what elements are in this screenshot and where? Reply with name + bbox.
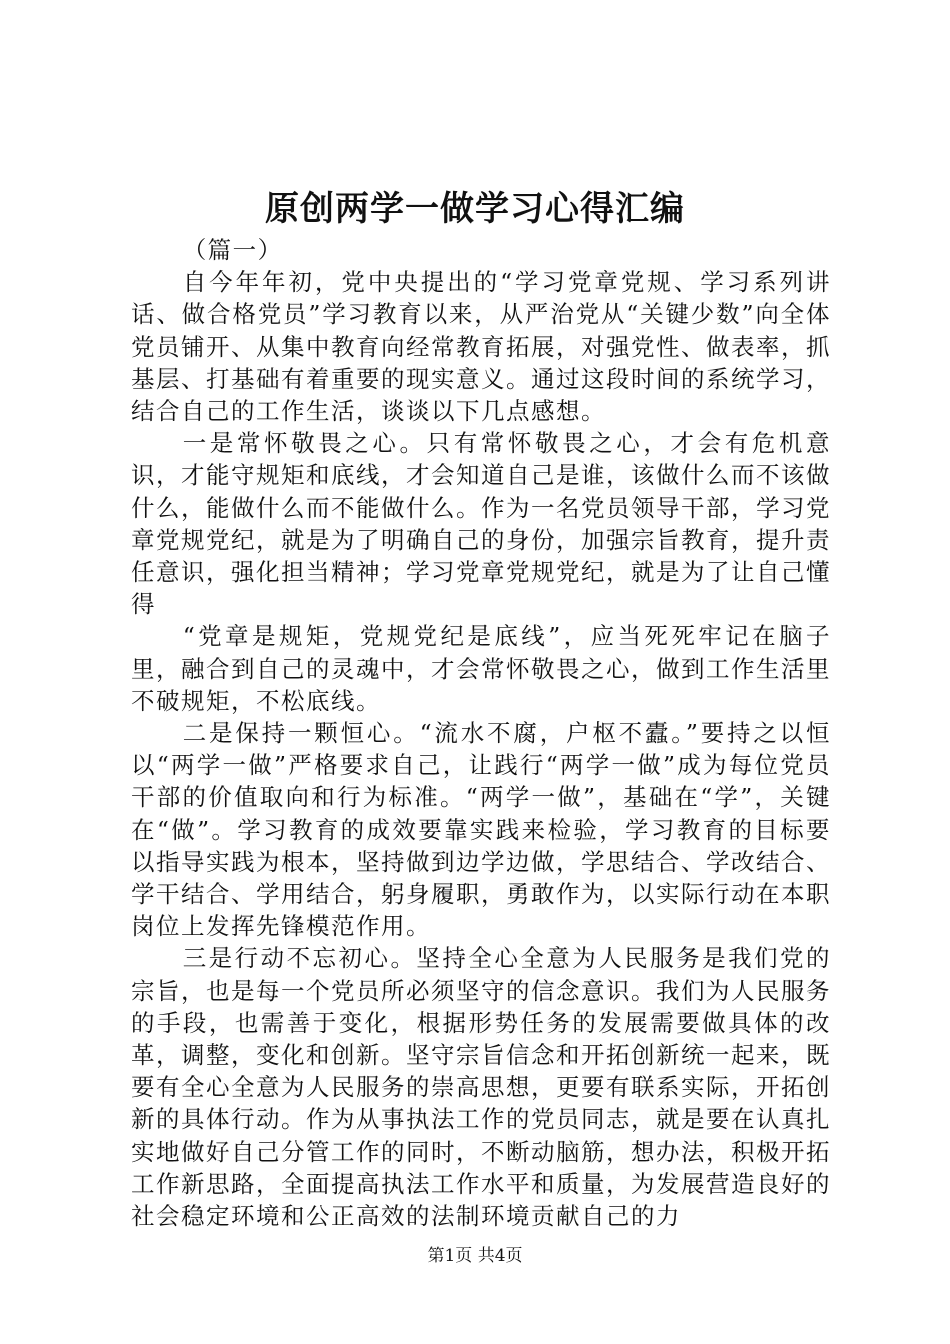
paragraph-point-two: 二是保持一颗恒心。“流水不腐，户枢不蠹。”要持之以恒以“两学一做”严格要求自己，让践行“两学一做”成为每位党员干部的价值取向和行为标准。“两学一做”，基础在“学”，关键在“做”。学习教育的成效要靠实践来检验，学习教育的目标要以指导实践为根本，坚持做到边学边做，学思结合、学改结合、学干结合、学用结合，躬身履职，勇敢作为，以实际行动在本职岗位上发挥先锋模范作用。 [131,719,831,941]
document-body [131,234,831,1232]
paragraph-point-one: 一是常怀敬畏之心。只有常怀敬畏之心，才会有危机意识，才能守规矩和底线，才会知道自己是谁，该做什么而不该做什么，能做什么而不能做什么。作为一名党员领导干部，学习党章党规党纪，就是为了明确自己的身份，加强宗旨教育，提升责任意识，强化担当精神；学习党章党规党纪，就是为了让自己懂得 [131,429,831,619]
paragraph-point-three: 三是行动不忘初心。坚持全心全意为人民服务是我们党的宗旨，也是每一个党员所必须坚守的信念意识。我们为人民服务的手段，也需善于变化，根据形势任务的发展需要做具体的改革，调整，变化和创新。坚守宗旨信念和开拓创新统一起来，既要有全心全意为人民服务的崇高思想，更要有联系实际，开拓创新的具体行动。作为从事执法工作的党员同志，就是要在认真扎实地做好自己分管工作的同时，不断动脑筋，想办法，积极开拓工作新思路，全面提高执法工作水平和质量，为发展营造良好的社会稳定环境和公正高效的法制环境贡献自己的力 [131,944,831,1231]
document-title: 原创两学一做学习心得汇编 [265,189,685,229]
page-footer: 第1页 共4页 [427,1246,523,1266]
paragraph-intro: 自今年年初，党中央提出的“学习党章党规、学习系列讲话、做合格党员”学习教育以来，从严治党从“关键少数”向全体党员铺开、从集中教育向经常教育拓展，对强党性、做表率，抓基层、打基础有着重要的现实意义。通过这段时间的系统学习，结合自己的工作生活，谈谈以下几点感想。 [131,268,831,426]
section-label: （篇一） [182,236,283,264]
paragraph-point-one-cont: “党章是规矩，党规党纪是底线”，应当死死牢记在脑子里，融合到自己的灵魂中，才会常怀敬畏之心，做到工作生活里不破规矩，不松底线。 [131,622,831,715]
